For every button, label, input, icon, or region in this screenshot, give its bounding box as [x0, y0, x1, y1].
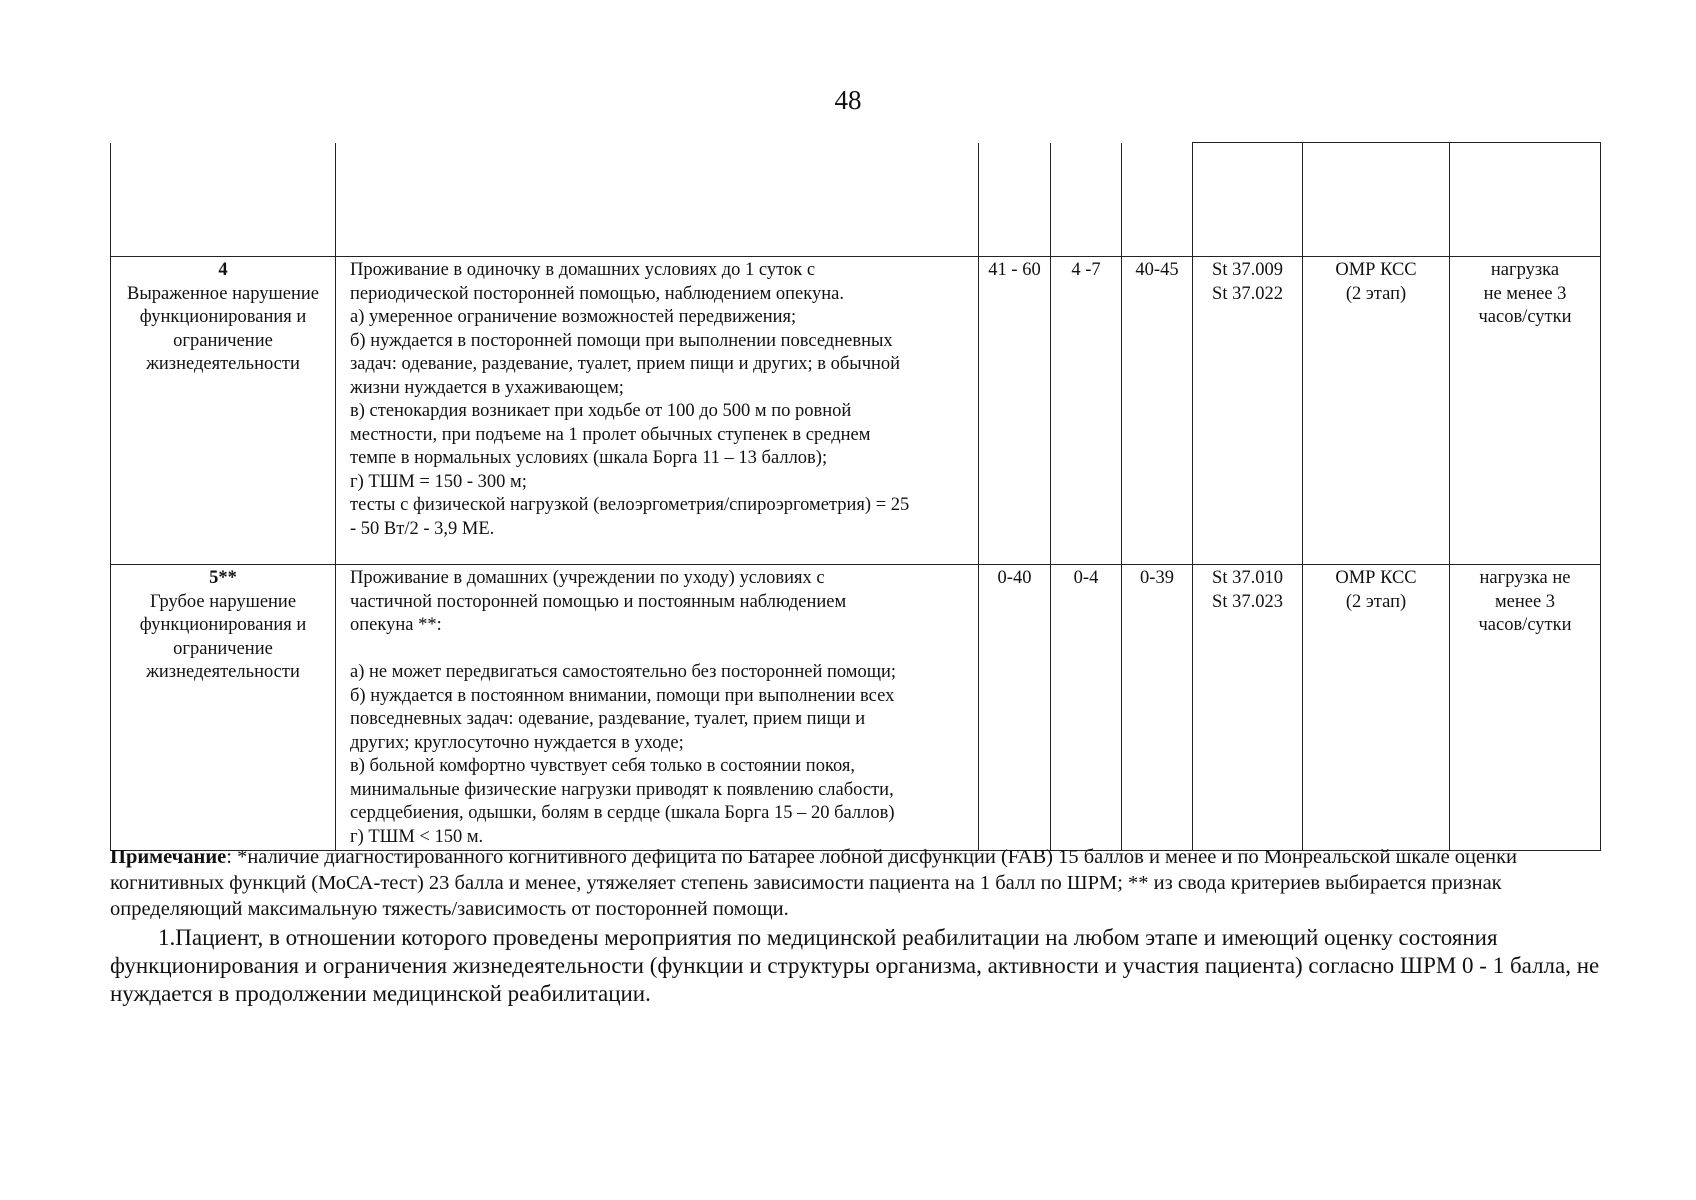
- conditions-cell: [1303, 257, 1450, 565]
- table-row-continuation: [111, 143, 1601, 257]
- score-range-cell: 0-40: [979, 565, 1051, 851]
- criteria-line: жизни нуждается в ухаживающем;: [350, 377, 624, 398]
- criteria-line: тесты с физической нагрузкой (велоэргометрия/спироэргометрия) = 25: [350, 495, 910, 515]
- footnote-label: Примечание: [110, 846, 227, 868]
- page-number: 48: [834, 85, 862, 115]
- conditions-line: (2 этап): [1345, 591, 1407, 612]
- criteria-line: в) больной комфортно чувствует себя только в состоянии покоя,: [350, 756, 856, 776]
- criteria-line: повседневных задач: одевание, раздевание, туалет, прием пищи и: [350, 709, 866, 729]
- code-value: St 37.023: [1212, 591, 1283, 612]
- criteria-line: б) нуждается в постоянном внимании, помощи при выполнении всех: [350, 685, 895, 706]
- table-row-level-4: [111, 257, 1601, 565]
- level-description: Выраженное нарушение функционирования и ограничение жизнедеятельности: [127, 283, 319, 374]
- table-row-level-5: [111, 565, 1601, 851]
- empty-cell: [1122, 143, 1193, 257]
- criteria-line: темпе в нормальных условиях (шкала Борга 11 – 13 баллов);: [350, 448, 828, 468]
- score-range-cell: 0-4: [1051, 565, 1122, 851]
- load-line: менее 3: [1494, 591, 1556, 612]
- criteria-line: в) стенокардия возникает при ходьбе от 100 до 500 м по ровной: [350, 401, 852, 421]
- load-line: нагрузка: [1490, 260, 1560, 280]
- empty-cell: [1303, 143, 1450, 257]
- load-line: не менее 3: [1483, 283, 1567, 304]
- empty-cell: [1193, 143, 1303, 257]
- criteria-cell: [336, 565, 979, 851]
- empty-cell: [336, 143, 979, 257]
- level-cell: [111, 565, 336, 851]
- level-number: 5**: [209, 568, 237, 588]
- level-description: Грубое нарушение функционирования и ограничение жизнедеятельности: [139, 591, 307, 682]
- criteria-line: а) умеренное ограничение возможностей передвижения;: [350, 307, 797, 327]
- criteria-line: г) ТШМ = 150 - 300 м;: [350, 471, 527, 492]
- empty-cell: [1051, 143, 1122, 257]
- criteria-line: минимальные физические нагрузки приводят к появлению слабости,: [350, 779, 894, 800]
- conditions-line: ОМР КСС: [1335, 568, 1417, 588]
- criteria-line: Проживание в домашних (учреждении по уходу) условиях с: [350, 568, 825, 588]
- level-cell: [111, 257, 336, 565]
- body-paragraph: 1.Пациент, в отношении которого проведены мероприятия по медицинской реабилитации на любом этапе и имеющий оценку состояния функционирования и ограничения жизнедеятельности (функции и структуры организма, активности и участия пациента) согласно ШРМ 0 - 1 балла, не нуждается в продолжении медицинской реабилитации.: [110, 925, 1600, 1006]
- footnote-text: : *наличие диагностированного когнитивного дефицита по Батарее лобной дисфункции (FAB) 15 баллов и менее и по Монреальской шкале оценки когнитивных функций (МоСА-тест) 23 балла и менее, утяжеляет степень зависимости пациента на 1 балл по ШРМ; ** из свода критериев выбирается признак определяющий максимальную тяжесть/зависимость от посторонней помощи.: [110, 846, 1518, 920]
- load-cell: [1450, 257, 1601, 565]
- score-range-cell: 0-39: [1122, 565, 1193, 851]
- score-range-cell: 41 - 60: [979, 257, 1051, 565]
- criteria-line: г) ТШМ < 150 м.: [350, 826, 484, 847]
- criteria-line: Проживание в одиночку в домашних условиях до 1 суток с: [350, 260, 816, 280]
- load-line: нагрузка не: [1479, 568, 1571, 588]
- score-range-cell: 4 -7: [1051, 257, 1122, 565]
- empty-cell: [111, 143, 336, 257]
- criteria-line: местности, при подъеме на 1 пролет обычных ступенек в среднем: [350, 424, 871, 445]
- code-value: St 37.010: [1212, 568, 1283, 588]
- load-cell: [1450, 565, 1601, 851]
- footnote: [110, 844, 1610, 922]
- criteria-line: периодической посторонней помощью, наблюдением опекуна.: [350, 283, 844, 304]
- conditions-line: (2 этап): [1345, 283, 1407, 304]
- code-cell: [1193, 565, 1303, 851]
- criteria-table: [110, 142, 1601, 851]
- criteria-line: частичной посторонней помощью и постоянным наблюдением: [350, 591, 847, 612]
- criteria-line: опекуна **:: [350, 615, 442, 635]
- conditions-line: ОМР КСС: [1335, 260, 1417, 280]
- criteria-line: других; круглосуточно нуждается в уходе;: [350, 732, 684, 753]
- load-line: часов/сутки: [1478, 307, 1572, 327]
- load-line: часов/сутки: [1478, 615, 1572, 635]
- criteria-line: - 50 Вт/2 - 3,9 МЕ.: [350, 518, 495, 539]
- blank-line: [350, 638, 970, 662]
- empty-cell: [1450, 143, 1601, 257]
- score-range-cell: 40-45: [1122, 257, 1193, 565]
- rehabilitation-scale-table: [110, 142, 1600, 851]
- criteria-line: сердцебиения, одышки, болям в сердце (шкала Борга 15 – 20 баллов): [350, 803, 895, 823]
- conditions-cell: [1303, 565, 1450, 851]
- level-number: 4: [218, 260, 228, 280]
- criteria-line: задач: одевание, раздевание, туалет, прием пищи и других; в обычной: [350, 354, 901, 374]
- criteria-line: б) нуждается в посторонней помощи при выполнении повседневных: [350, 330, 893, 351]
- criteria-cell: [336, 257, 979, 565]
- code-cell: [1193, 257, 1303, 565]
- criteria-line: а) не может передвигаться самостоятельно без посторонней помощи;: [350, 662, 897, 682]
- code-value: St 37.022: [1212, 283, 1283, 304]
- code-value: St 37.009: [1212, 260, 1283, 280]
- empty-cell: [979, 143, 1051, 257]
